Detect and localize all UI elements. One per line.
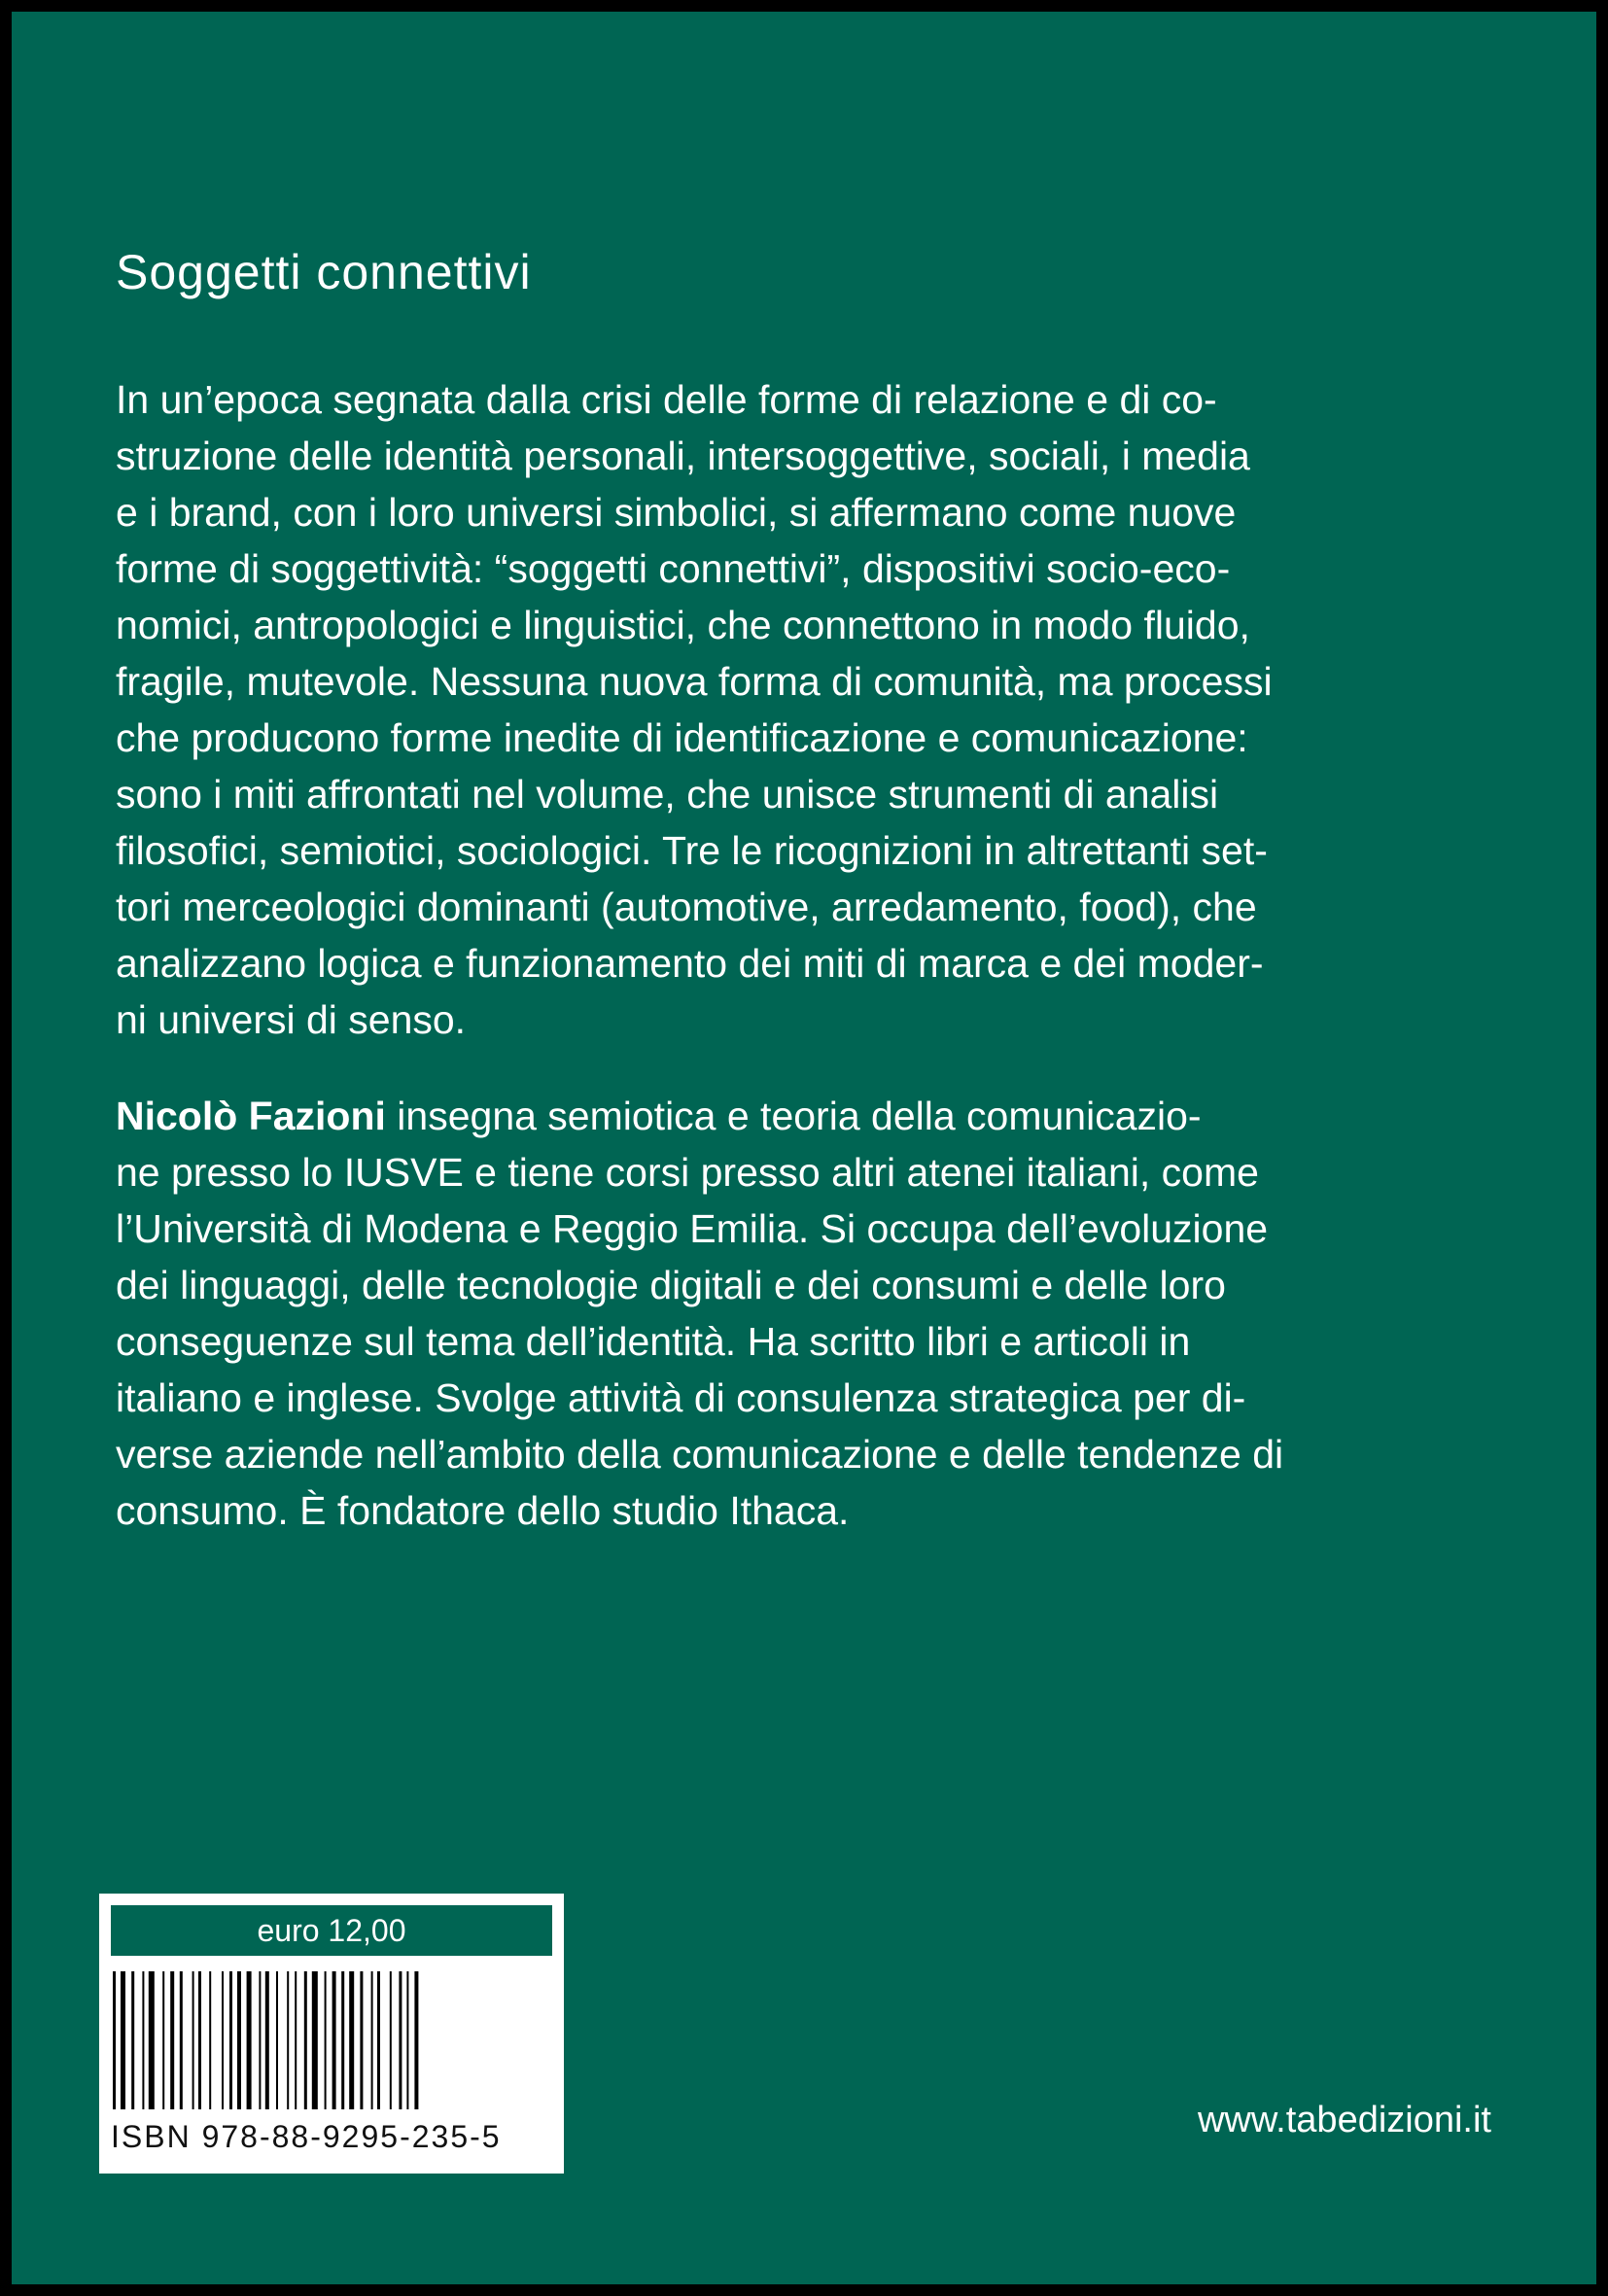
barcode-bar xyxy=(229,1971,232,2109)
barcode-bar xyxy=(259,1971,261,2109)
book-back-cover xyxy=(12,12,1596,2284)
barcode-bar xyxy=(265,1971,269,2109)
book-blurb xyxy=(116,371,1496,1048)
author-bio xyxy=(116,1088,1496,1539)
bio-line: italiano e inglese. Svolge attività di consulenza strategica per di- xyxy=(116,1375,1246,1420)
author-name: Nicolò Fazioni xyxy=(116,1094,386,1138)
bio-first-line-text: insegna semiotica e teoria della comunicazio- xyxy=(385,1094,1202,1138)
bio-line: conseguenze sul tema dell’identità. Ha scritto libri e articoli in xyxy=(116,1319,1191,1364)
barcode-bar xyxy=(304,1971,307,2109)
barcode-bar xyxy=(341,1971,344,2109)
blurb-line: analizzano logica e funzionamento dei miti di marca e dei moder- xyxy=(116,941,1264,986)
bio-line: dei linguaggi, delle tecnologie digitali e dei consumi e delle loro xyxy=(116,1263,1226,1307)
blurb-line: nomici, antropologici e linguistici, che connettono in modo fluido, xyxy=(116,603,1250,647)
barcode-bar xyxy=(209,1971,211,2109)
barcode-bar xyxy=(149,1971,155,2109)
barcode-bar xyxy=(371,1971,373,2109)
barcode-bar xyxy=(325,1971,327,2109)
publisher-website: www.tabedizioni.it xyxy=(1197,2100,1491,2140)
barcode-bar xyxy=(390,1971,392,2109)
bio-line: verse aziende nell’ambito della comunicazione e delle tendenze di xyxy=(116,1432,1284,1477)
blurb-line: che producono forme inedite di identificazione e comunicazione: xyxy=(116,715,1248,760)
barcode-bar xyxy=(121,1971,125,2109)
blurb-line: forme di soggettività: “soggetti connettivi”, dispositivi socio-eco- xyxy=(116,546,1231,591)
price-label: euro 12,00 xyxy=(111,1905,552,1956)
barcode-bar xyxy=(180,1971,183,2109)
barcode-bar xyxy=(399,1971,402,2109)
barcode-icon xyxy=(111,1971,552,2109)
bio-line: consumo. È fondatore dello studio Ithaca. xyxy=(116,1488,850,1533)
barcode-bar xyxy=(406,1971,408,2109)
barcode-bar xyxy=(113,1971,116,2109)
blurb-line: fragile, mutevole. Nessuna nuova forma di comunità, ma processi xyxy=(116,659,1273,704)
barcode-bar xyxy=(332,1971,336,2109)
blurb-line: filosofici, semiotici, sociologici. Tre le ricognizioni in altrettanti set- xyxy=(116,828,1268,873)
barcode-bar xyxy=(312,1971,318,2109)
barcode-bar xyxy=(198,1971,201,2109)
barcode-bar xyxy=(222,1971,224,2109)
barcode-bar xyxy=(192,1971,194,2109)
barcode-bar xyxy=(295,1971,297,2109)
barcode-bar xyxy=(142,1971,144,2109)
isbn-label: ISBN 978-88-9295-235-5 xyxy=(111,2119,502,2154)
barcode-bar xyxy=(247,1971,252,2109)
barcode-bar xyxy=(414,1971,418,2109)
barcode-bar xyxy=(377,1971,380,2109)
blurb-line: ni universi di senso. xyxy=(116,997,467,1042)
bio-line: ne presso lo IUSVE e tiene corsi presso altri atenei italiani, come xyxy=(116,1150,1259,1195)
book-title: Soggetti connettivi xyxy=(116,245,532,299)
barcode-bar xyxy=(170,1971,174,2109)
blurb-line: tori merceologici dominanti (automotive, arredamento, food), che xyxy=(116,885,1257,929)
barcode-bar xyxy=(162,1971,164,2109)
barcode-bar xyxy=(276,1971,278,2109)
blurb-line: sono i miti affrontati nel volume, che unisce strumenti di analisi xyxy=(116,772,1219,817)
blurb-line: struzione delle identità personali, intersoggettive, sociali, i media xyxy=(116,434,1250,478)
barcode-bar xyxy=(349,1971,354,2109)
blurb-line: In un’epoca segnata dalla crisi delle forme di relazione e di co- xyxy=(116,377,1217,422)
barcode-bar xyxy=(237,1971,241,2109)
blurb-line: e i brand, con i loro universi simbolici, si affermano come nuove xyxy=(116,490,1237,535)
bio-line: l’Università di Modena e Reggio Emilia. Si occupa dell’evoluzione xyxy=(116,1206,1269,1251)
bio-line xyxy=(116,1088,1496,1144)
barcode-bar xyxy=(287,1971,289,2109)
barcode-box xyxy=(99,1894,564,2174)
barcode-bar xyxy=(131,1971,134,2109)
barcode-bar xyxy=(360,1971,363,2109)
